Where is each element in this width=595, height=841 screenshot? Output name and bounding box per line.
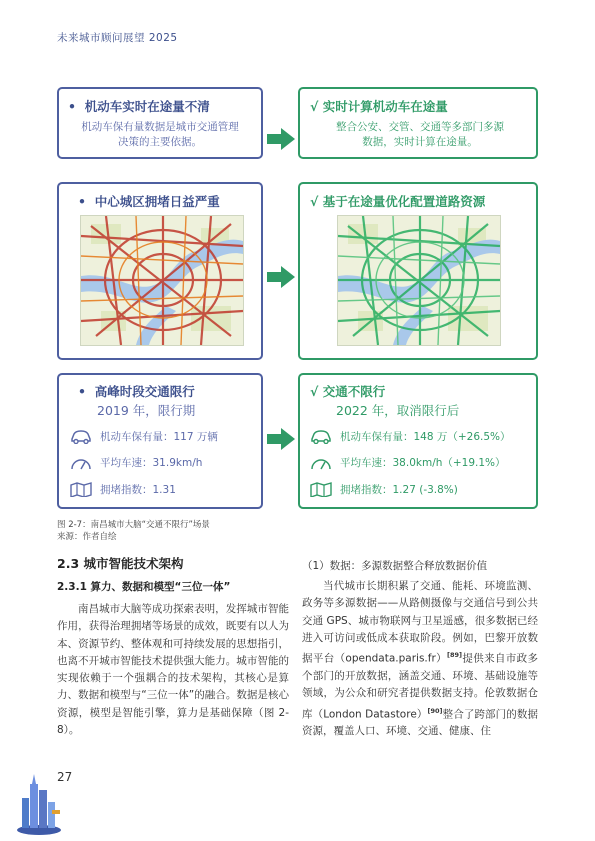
right-paragraph: 当代城市长期积累了交通、能耗、环境监测、政务等多源数据——从路侧摄像与交通信号到公共交通 GPS、城市物联网与卫星遥感，很多数据已经进入可访问或低成本获取阶段。例如，巴黎开放数据平台（opendata.paris.fr）[89]提供来自市政多个部门的开放数据，涵盖交通、环境、基础设施等领域，为公众和研究者提供数据支持。伦敦数据仓库（London Datastore）[90]整合了跨部门的数据资源，覆盖人口、环境、交通、健康、住 [302, 580, 538, 738]
section-heading: 2.3 城市智能技术架构 [57, 556, 184, 571]
right-arrow-icon [267, 266, 295, 288]
citation-ref[interactable]: [89] [447, 651, 462, 660]
car-icon [310, 430, 332, 444]
problem-desc-1: 机动车保有量数据是城市交通管理决策的主要依据。 [81, 121, 239, 148]
left-paragraph: 南昌城市大脑等成功探索表明，发挥城市智能作用，获得治理拥堵等场景的成效，既要有以人为本、资源节约、整体观和可持续发展的思想指引，也离不开城市智能技术提供强大能力。城市智能的实现依赖于一个强耦合的技术架构，其核心是算力、数据和模型与“三位一体”的融合。数据是核心资源，模型是智能引擎，算力是基础保障（图 2-8）。 [57, 603, 289, 737]
map-icon [70, 481, 92, 497]
congested-city-map [80, 215, 244, 346]
car-icon [70, 430, 92, 444]
stat-row: 机动车保有量：117 万辆 [70, 429, 218, 444]
problem-subtitle-3: 2019 年，限行期 [97, 403, 196, 418]
check-icon: √ [310, 194, 319, 209]
city-skyline-logo-icon [14, 770, 64, 836]
speedometer-icon [70, 456, 92, 470]
speedometer-icon [310, 456, 332, 470]
running-header: 未来城市顾问展望 2025 [57, 32, 178, 44]
solution-title-2: √ 基于在途量优化配置道路资源 [310, 194, 486, 209]
stat-row: 拥堵指数：1.31 [70, 481, 176, 497]
problem-title-3: • 高峰时段交通限行 [78, 384, 195, 399]
check-icon: √ [310, 384, 319, 399]
figure-caption: 图 2-7：南昌城市大脑“交通不限行”场景 来源：作者自绘 [57, 520, 210, 542]
check-icon: √ [310, 99, 319, 114]
map-icon [310, 481, 332, 497]
stat-row: 机动车保有量：148 万（+26.5%） [310, 429, 511, 444]
right-column-heading: （1）数据：多源数据整合释放数据价值 [302, 560, 488, 572]
solution-title-3: √ 交通不限行 [310, 384, 386, 399]
subsection-heading: 2.3.1 算力、数据和模型“三位一体” [57, 581, 231, 593]
stat-row: 平均车速：31.9km/h [70, 455, 202, 470]
solution-desc-1: 整合公安、交管、交通等多部门多源数据，实时计算在途量。 [336, 121, 504, 148]
solution-title-1: √ 实时计算机动车在途量 [310, 99, 448, 114]
optimized-city-map [337, 215, 501, 346]
stat-row: 拥堵指数：1.27 (-3.8%) [310, 481, 458, 497]
right-arrow-icon [267, 428, 295, 450]
page-number: 27 [57, 770, 73, 784]
citation-ref[interactable]: [90] [427, 706, 443, 715]
solution-subtitle-3: 2022 年，取消限行后 [336, 403, 460, 418]
problem-title-1: • 机动车实时在途量不清 [68, 99, 210, 114]
right-arrow-icon [267, 128, 295, 150]
problem-title-2: • 中心城区拥堵日益严重 [78, 194, 220, 209]
stat-row: 平均车速：38.0km/h（+19.1%） [310, 455, 506, 470]
